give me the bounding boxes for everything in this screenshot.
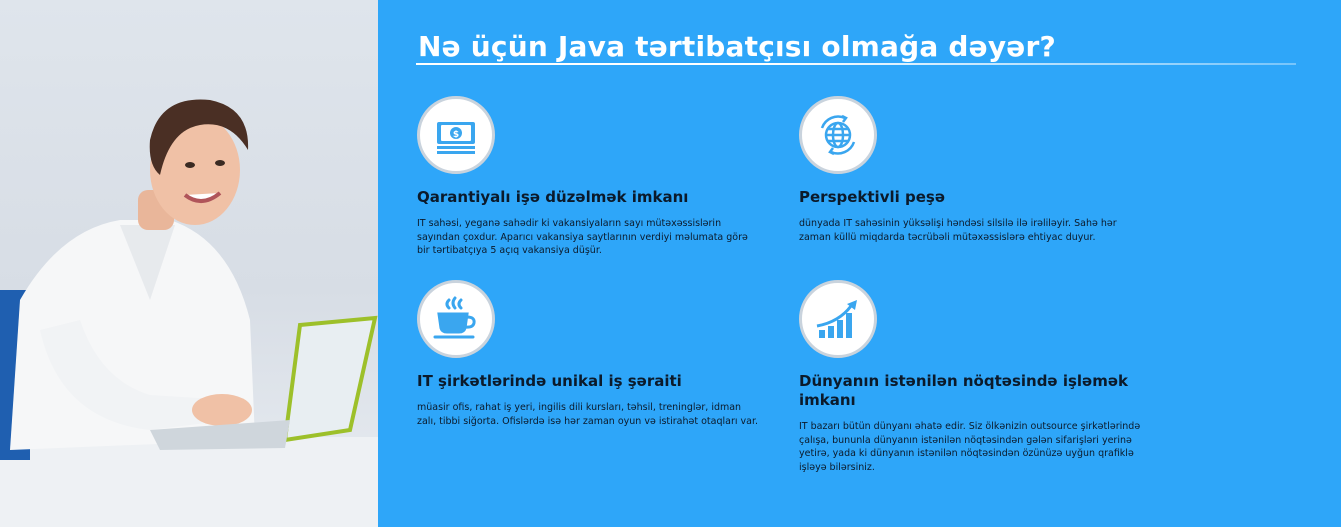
content-panel bbox=[378, 0, 1341, 527]
feature-title: Dünyanın istənilən nöqtəsində işləmək imkanı bbox=[799, 372, 1128, 409]
money-stack-icon bbox=[417, 96, 495, 174]
woman-with-laptop-photo bbox=[0, 0, 378, 527]
feature-guaranteed-job bbox=[417, 96, 762, 258]
feature-text: IT sahəsi, yeganə sahədir ki vakansiyaların sayı mütəxəssislərin sayından çoxdur. Aparıcı vakansiya saytlarının verdiyi məlumata görə bir tərtibatçıya 5 açıq vakansiya düşür. bbox=[417, 218, 748, 256]
photo-illustration bbox=[0, 0, 378, 527]
section-title: Nə üçün Java tərtibatçısı olmağa dəyər? bbox=[418, 30, 1056, 63]
coffee-cup-icon bbox=[417, 280, 495, 358]
feature-title: Qarantiyalı işə düzəlmək imkanı bbox=[417, 188, 689, 206]
feature-text: dünyada IT sahəsinin yüksəlişi həndəsi silsilə ilə irəliləyir. Sahə hər zaman küllü miqdarda təcrübəli mütəxəssislərə ehtiyac duyur. bbox=[799, 218, 1117, 243]
globe-icon bbox=[799, 96, 877, 174]
growth-chart-icon bbox=[799, 280, 877, 358]
feature-text: müasir ofis, rahat iş yeri, ingilis dili kursları, təhsil, treninglər, idman zalı, tibbi siğorta. Ofislərdə isə hər zaman oyun və istirahət otaqları var. bbox=[417, 402, 759, 427]
feature-text: IT bazarı bütün dünyanı əhatə edir. Siz ölkənizin outsource şirkətlərində çalışa, bununla dünyanın istənilən nöqtəsindən gələn sifarişləri yerinə yetirə, yada ki dünyanın istənilən nöqtəsindən özünüzə uyğun qrafiklə işləyə bilərsiniz. bbox=[799, 421, 1141, 473]
title-underline bbox=[416, 63, 1296, 65]
feature-title: Perspektivli peşə bbox=[799, 188, 945, 206]
feature-work-anywhere bbox=[799, 280, 1144, 474]
feature-promising-profession bbox=[799, 96, 1144, 244]
svg-text:$: $ bbox=[452, 130, 460, 140]
feature-title: IT şirkətlərində unikal iş şəraiti bbox=[417, 372, 682, 390]
feature-unique-conditions bbox=[417, 280, 762, 428]
